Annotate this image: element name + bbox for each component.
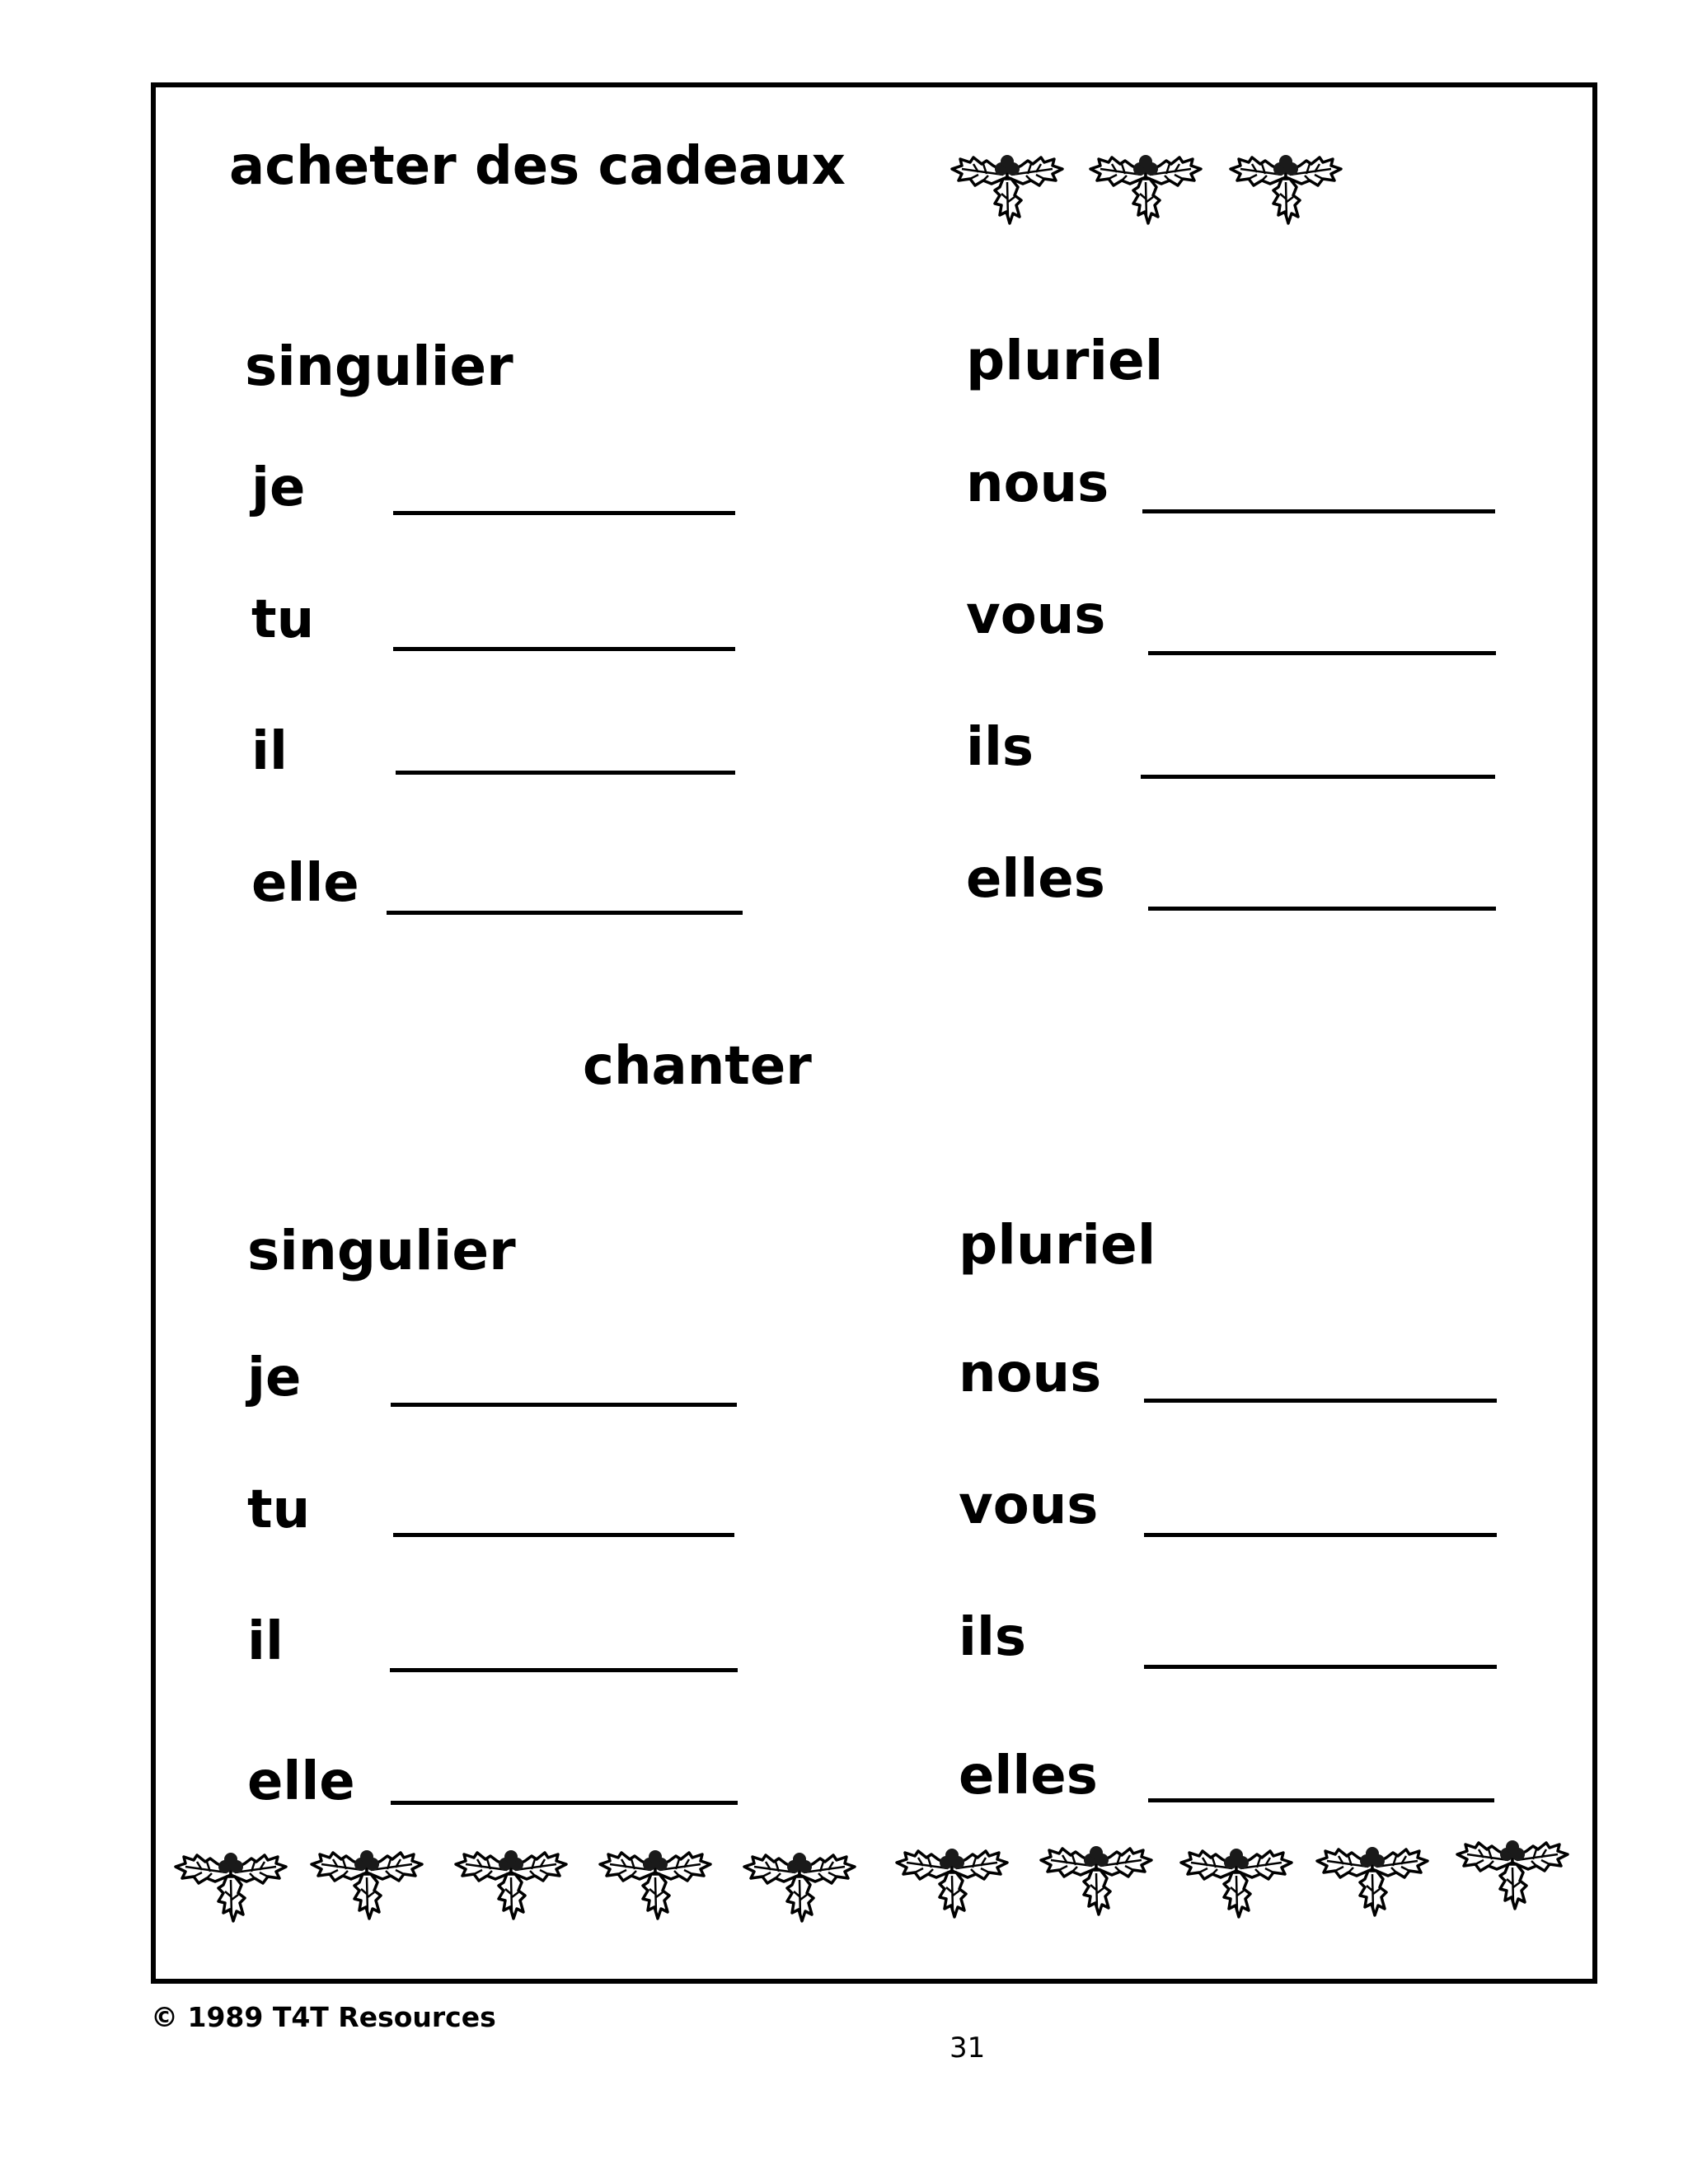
pronoun-label: tu [251, 589, 315, 650]
answer-blank[interactable] [387, 911, 743, 915]
plural-heading: pluriel [959, 1213, 1156, 1277]
answer-blank[interactable] [1144, 1665, 1497, 1669]
holly-icon [593, 1831, 717, 1922]
page-number: 31 [950, 2032, 986, 2064]
holly-icon [1224, 136, 1348, 227]
answer-blank[interactable] [1141, 775, 1495, 779]
section-title: chanter [583, 1036, 812, 1097]
answer-blank[interactable] [1148, 1798, 1494, 1802]
holly-icon [169, 1834, 293, 1924]
holly-icon [738, 1834, 861, 1924]
pronoun-label: ils [966, 717, 1034, 778]
holly-icon [449, 1831, 573, 1922]
pronoun-label: je [247, 1347, 302, 1408]
holly-icon [1034, 1827, 1158, 1918]
pronoun-label: vous [966, 585, 1106, 646]
answer-blank[interactable] [391, 1801, 738, 1805]
singular-heading: singulier [245, 335, 513, 398]
holly-icon [305, 1831, 429, 1922]
pronoun-label: je [251, 457, 306, 518]
holly-icon [945, 136, 1069, 227]
answer-blank[interactable] [391, 1403, 737, 1407]
answer-blank[interactable] [393, 511, 735, 515]
answer-blank[interactable] [1148, 907, 1496, 911]
pronoun-label: tu [247, 1479, 311, 1540]
answer-blank[interactable] [1144, 1399, 1497, 1403]
pronoun-label: elle [251, 853, 359, 914]
answer-blank[interactable] [393, 1533, 734, 1537]
answer-blank[interactable] [1148, 651, 1496, 655]
holly-icon [1451, 1821, 1574, 1912]
holly-icon [1311, 1828, 1434, 1919]
answer-blank[interactable] [1144, 1533, 1497, 1537]
plural-heading: pluriel [966, 329, 1164, 392]
answer-blank[interactable] [1142, 509, 1495, 513]
copyright-notice: © 1989 T4T Resources [151, 2001, 496, 2033]
pronoun-label: il [251, 721, 288, 782]
singular-heading: singulier [247, 1219, 516, 1282]
pronoun-label: il [247, 1611, 284, 1672]
pronoun-label: elles [966, 849, 1105, 910]
section-title: acheter des cadeaux [229, 136, 846, 197]
pronoun-label: ils [959, 1607, 1026, 1668]
holly-icon [1084, 136, 1207, 227]
pronoun-label: nous [966, 453, 1109, 514]
holly-icon [890, 1830, 1014, 1920]
holly-icon [1175, 1830, 1298, 1920]
pronoun-label: vous [959, 1475, 1099, 1536]
answer-blank[interactable] [390, 1668, 738, 1672]
pronoun-label: nous [959, 1343, 1102, 1404]
answer-blank[interactable] [393, 647, 735, 651]
answer-blank[interactable] [396, 771, 735, 775]
pronoun-label: elles [959, 1746, 1098, 1807]
pronoun-label: elle [247, 1751, 355, 1812]
